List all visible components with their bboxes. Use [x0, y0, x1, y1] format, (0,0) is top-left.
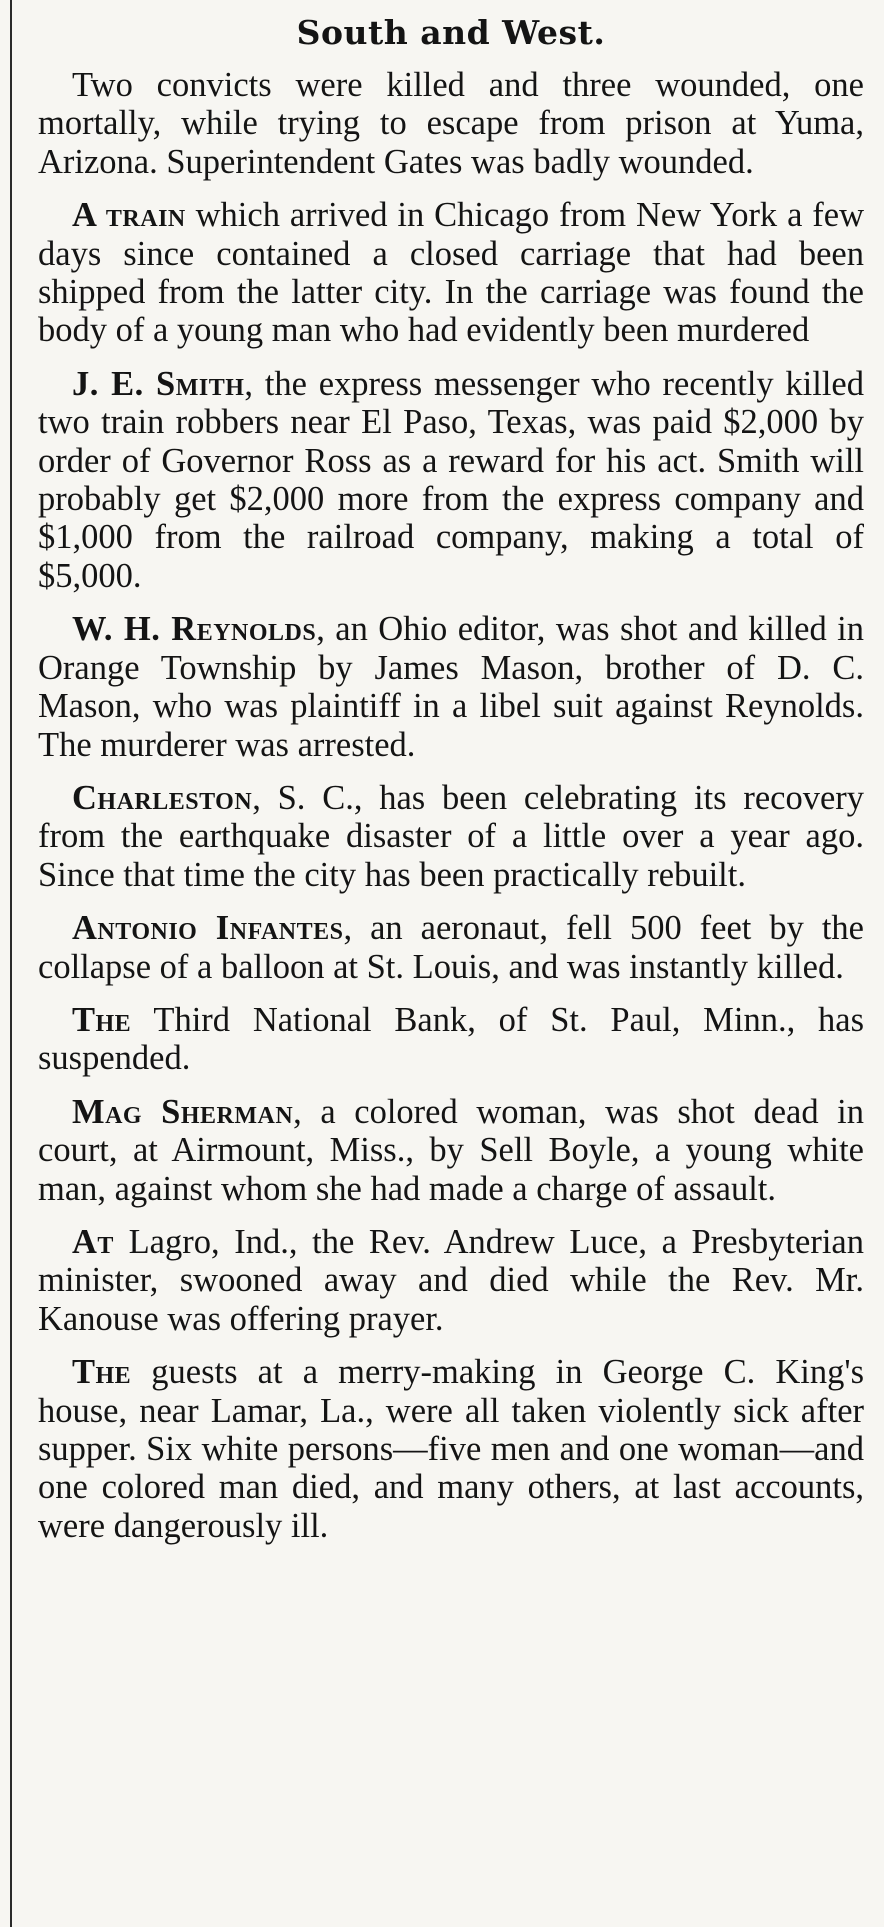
item-text: , a colored woman, was shot dead in court, at Airmount, Miss., by Sell Boyle, a young white man, against whom she had made a charge of assault.: [38, 1092, 865, 1208]
item-text: , S. C., has been celebrating its recovery from the earthquake disaster of a little over a year ago. Since that time the city has been practically rebuilt.: [38, 778, 864, 894]
news-item: [38, 909, 864, 986]
news-item: [38, 779, 864, 894]
news-item: [38, 1353, 864, 1545]
news-item: [38, 365, 864, 595]
item-lead: Antonio Infantes: [72, 909, 344, 948]
item-lead: The: [72, 1000, 132, 1039]
news-item: [38, 1001, 864, 1078]
item-text: , an Ohio editor, was shot and killed in Orange Township by James Mason, brother of D. C. Mason, who was plaintiff in a libel suit against Reynolds. The murderer was arrested.: [38, 610, 864, 764]
item-text: Third National Bank, of St. Paul, Minn., has suspended.: [38, 1000, 864, 1078]
item-text: , the express messenger who recently killed two train robbers near El Paso, Texas, was paid $2,000 by order of Governor Ross as a reward for his act. Smith will probably get $2,000 more from the express company and $1,000 from the railroad company, making a total of $5,000.: [38, 364, 864, 595]
item-lead: Mag Sherman: [72, 1092, 294, 1131]
item-lead: The: [72, 1353, 132, 1392]
news-column: [10, 0, 878, 1927]
news-item: [38, 1093, 864, 1208]
item-text: Two convicts were killed and three wounded, one mortally, while trying to escape from prison at Yuma, Arizona. Superintendent Gates was badly wounded.: [38, 66, 864, 181]
news-item: [38, 66, 864, 181]
item-lead: Charleston: [72, 778, 253, 817]
news-item: [38, 1223, 864, 1338]
item-text: , an aeronaut, fell 500 feet by the collapse of a balloon at St. Louis, and was instantly killed.: [38, 909, 864, 986]
item-text: guests at a merry-making in George C. King's house, near Lamar, La., were all taken violently sick after supper. Six white persons—five men and one woman—and one colored man died, and many others, at last accounts, were dangerously ill.: [38, 1353, 864, 1545]
item-lead: W. H. Reynolds: [72, 610, 317, 649]
item-lead: J. E. Smith: [72, 364, 245, 403]
item-text: which arrived in Chicago from New York a few days since contained a closed carriage that had been shipped from the latter city. In the carriage was found the body of a young man who had evidently been murdered: [38, 196, 864, 350]
item-lead: A train: [72, 196, 186, 235]
section-heading: South and West.: [296, 13, 606, 52]
item-text: Lagro, Ind., the Rev. Andrew Luce, a Presbyterian minister, swooned away and died while the Rev. Mr. Kanouse was offering prayer.: [38, 1222, 864, 1338]
item-lead: At: [72, 1222, 114, 1261]
news-item: [38, 196, 864, 350]
news-item: [38, 610, 864, 764]
